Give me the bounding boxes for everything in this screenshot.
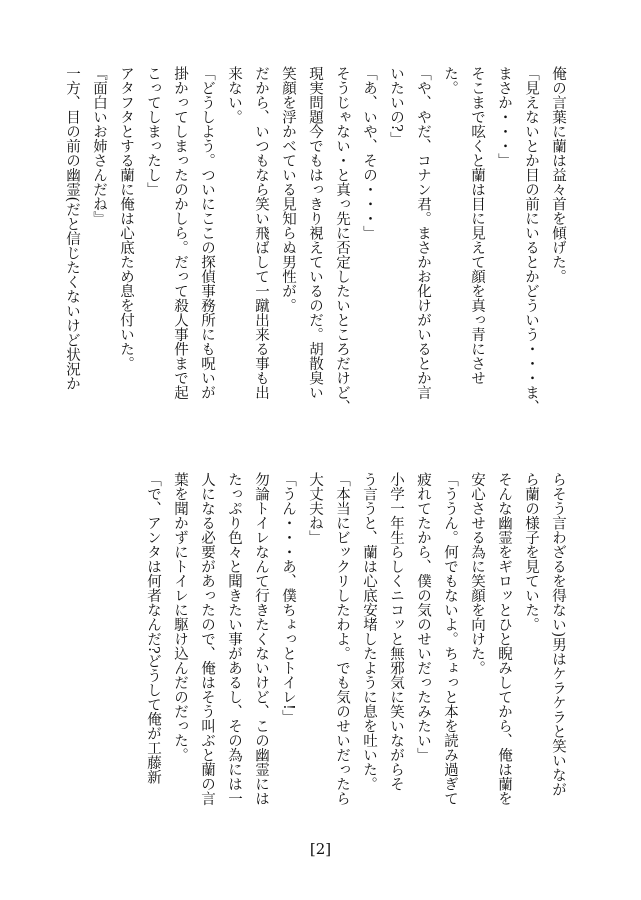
- text-line: 現実問題今でもはっきり視えているのだ。胡散臭い: [307, 66, 323, 400]
- text-line: 安心させる為に笑顔を向けた。: [469, 472, 485, 675]
- text-line: 来ない。: [226, 66, 242, 124]
- text-line: 大丈夫ね」: [307, 472, 323, 545]
- text-line: た。: [442, 66, 458, 95]
- text-line: 人になる必要があったので、俺はそう叫ぶと蘭の言: [199, 472, 215, 806]
- text-line: 「本当にビックリしたわよ。でも気のせいだったら: [334, 472, 350, 806]
- text-line: 笑顔を浮かべている見知らぬ男性が。: [280, 66, 296, 313]
- text-line: 「あ、いや、その・・・」: [361, 66, 377, 240]
- text-line: 「どうしよう。ついにここの探偵事務所にも呪いが: [199, 66, 215, 400]
- text-line: 勿論トイレなんて行きたくないけど、この幽霊には: [253, 472, 269, 806]
- text-line: 「うん・・・あ、僕ちょっとトイレ!」: [280, 472, 296, 725]
- text-line: 疲れてたから、僕の気のせいだったみたい」: [415, 472, 431, 762]
- text-line: こってしまったし」: [145, 66, 161, 197]
- text-line: 葉を聞かずにトイレに駆け込んだのだった。: [172, 472, 188, 762]
- text-line: 掛かってしまったのかしら。だって殺人事件まで起: [172, 66, 188, 400]
- text-line: う言うと、蘭は心底安堵したように息を吐いた。: [361, 472, 377, 791]
- text-line: まさか・・・」: [496, 66, 512, 168]
- text-line: アタフタとする蘭に俺は心底ため息を付いた。: [118, 66, 134, 371]
- text-line: 「ううん。何でもないよ。ちょっと本を読み過ぎて: [442, 472, 458, 806]
- text-block-bottom: [131, 472, 571, 806]
- text-line: そうじゃない・と真っ先に否定したいところだけど、: [334, 66, 350, 414]
- text-line: 俺の言葉に蘭は益々首を傾げた。: [550, 66, 566, 284]
- text-line: そこまで呟くと蘭は目に見えて顔を真っ青にさせ: [469, 66, 485, 385]
- text-line: らそう言わざるを得ない)男はケラケラと笑いなが: [550, 472, 566, 797]
- text-line: そんな幽霊をギロッとひと睨みしてから、俺は蘭を: [496, 472, 512, 806]
- text-line: だから、いつもなら笑い飛ばして一蹴出来る事も出: [253, 66, 269, 400]
- text-line: いたいの?」: [388, 66, 404, 147]
- text-line: 「や、やだ、コナン君。まさかお化けがいるとか言: [415, 66, 431, 400]
- text-line: ら蘭の様子を見ていた。: [523, 472, 539, 632]
- text-line: 「見えないとか目の前にいるとかどういう・・・ま、: [523, 66, 539, 414]
- text-line: 『面白いお姉さんだね』: [91, 66, 107, 226]
- text-line: 「で、アンタは何者なんだ?どうして俺が工藤新: [145, 472, 161, 785]
- page-number: [2]: [309, 840, 332, 858]
- text-line: 小学一年生らしくニコッと無邪気に笑いながらそ: [388, 472, 404, 791]
- text-line: たっぷり色々と聞きたい事があるし、その為には一: [226, 472, 242, 806]
- text-block-top: [64, 66, 571, 414]
- text-line: 一方、目の前の幽霊(だと信じたくないけど状況か: [64, 66, 80, 391]
